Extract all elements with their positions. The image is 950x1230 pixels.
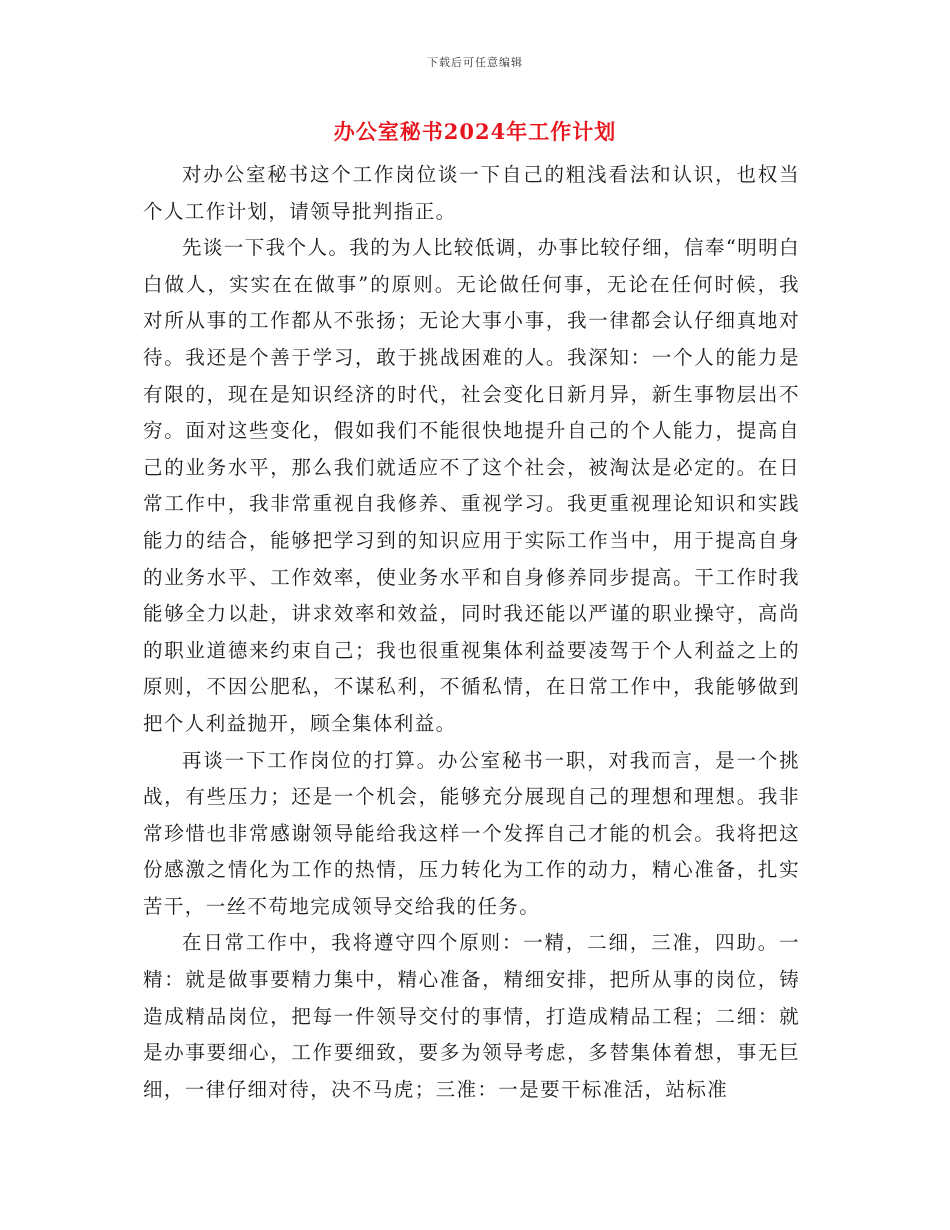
- paragraph-position: 再谈一下工作岗位的打算。办公室秘书一职，对我而言，是一个挑战，有些压力；还是一个机会，能够充分展现自己的理想和理想。我非常珍惜也非常感谢领导能给我这样一个发挥自己才能的机会。我将把这份感激之情化为工作的热情，压力转化为工作的动力，精心准备，扎实苦干，一丝不苟地完成领导交给我的任务。: [143, 748, 800, 918]
- paragraph-intro: 对办公室秘书这个工作岗位谈一下自己的粗浅看法和认识，也权当个人工作计划，请领导批判指正。: [143, 163, 800, 223]
- document-title: 办公室秘书2024年工作计划: [333, 119, 617, 144]
- header-note: 下载后可任意编辑: [427, 56, 523, 69]
- paragraph-principles: 在日常工作中，我将遵守四个原则：一精，二细，三准，四助。一精：就是做事要精力集中，精心准备，精细安排，把所从事的岗位，铸造成精品岗位，把每一件领导交付的事情，打造成精品工程；二细：就是办事要细心，工作要细致，要多为领导考虑，多替集体着想，事无巨细，一律仔细对待，决不马虎；三准：一是要干标准活，站标准: [143, 931, 800, 1101]
- paragraph-personal: 先谈一下我个人。我的为人比较低调，办事比较仔细，信奉“明明白白做人，实实在在做事”的原则。无论做任何事，无论在任何时候，我对所从事的工作都从不张扬；无论大事小事，我一律都会认仔细真地对待。我还是个善于学习，敢于挑战困难的人。我深知：一个人的能力是有限的，现在是知识经济的时代，社会变化日新月异，新生事物层出不穷。面对这些变化，假如我们不能很快地提升自己的个人能力，提高自己的业务水平，那么我们就适应不了这个社会，被淘汰是必定的。在日常工作中，我非常重视自我修养、重视学习。我更重视理论知识和实践能力的结合，能够把学习到的知识应用于实际工作当中，用于提高自身的业务水平、工作效率，使业务水平和自身修养同步提高。干工作时我能够全力以赴，讲求效率和效益，同时我还能以严谨的职业操守，高尚的职业道德来约束自己；我也很重视集体利益要凌驾于个人利益之上的原则，不因公肥私，不谋私利，不循私情，在日常工作中，我能够做到把个人利益抛开，顾全集体利益。: [143, 236, 800, 735]
- document-body: [143, 157, 800, 1108]
